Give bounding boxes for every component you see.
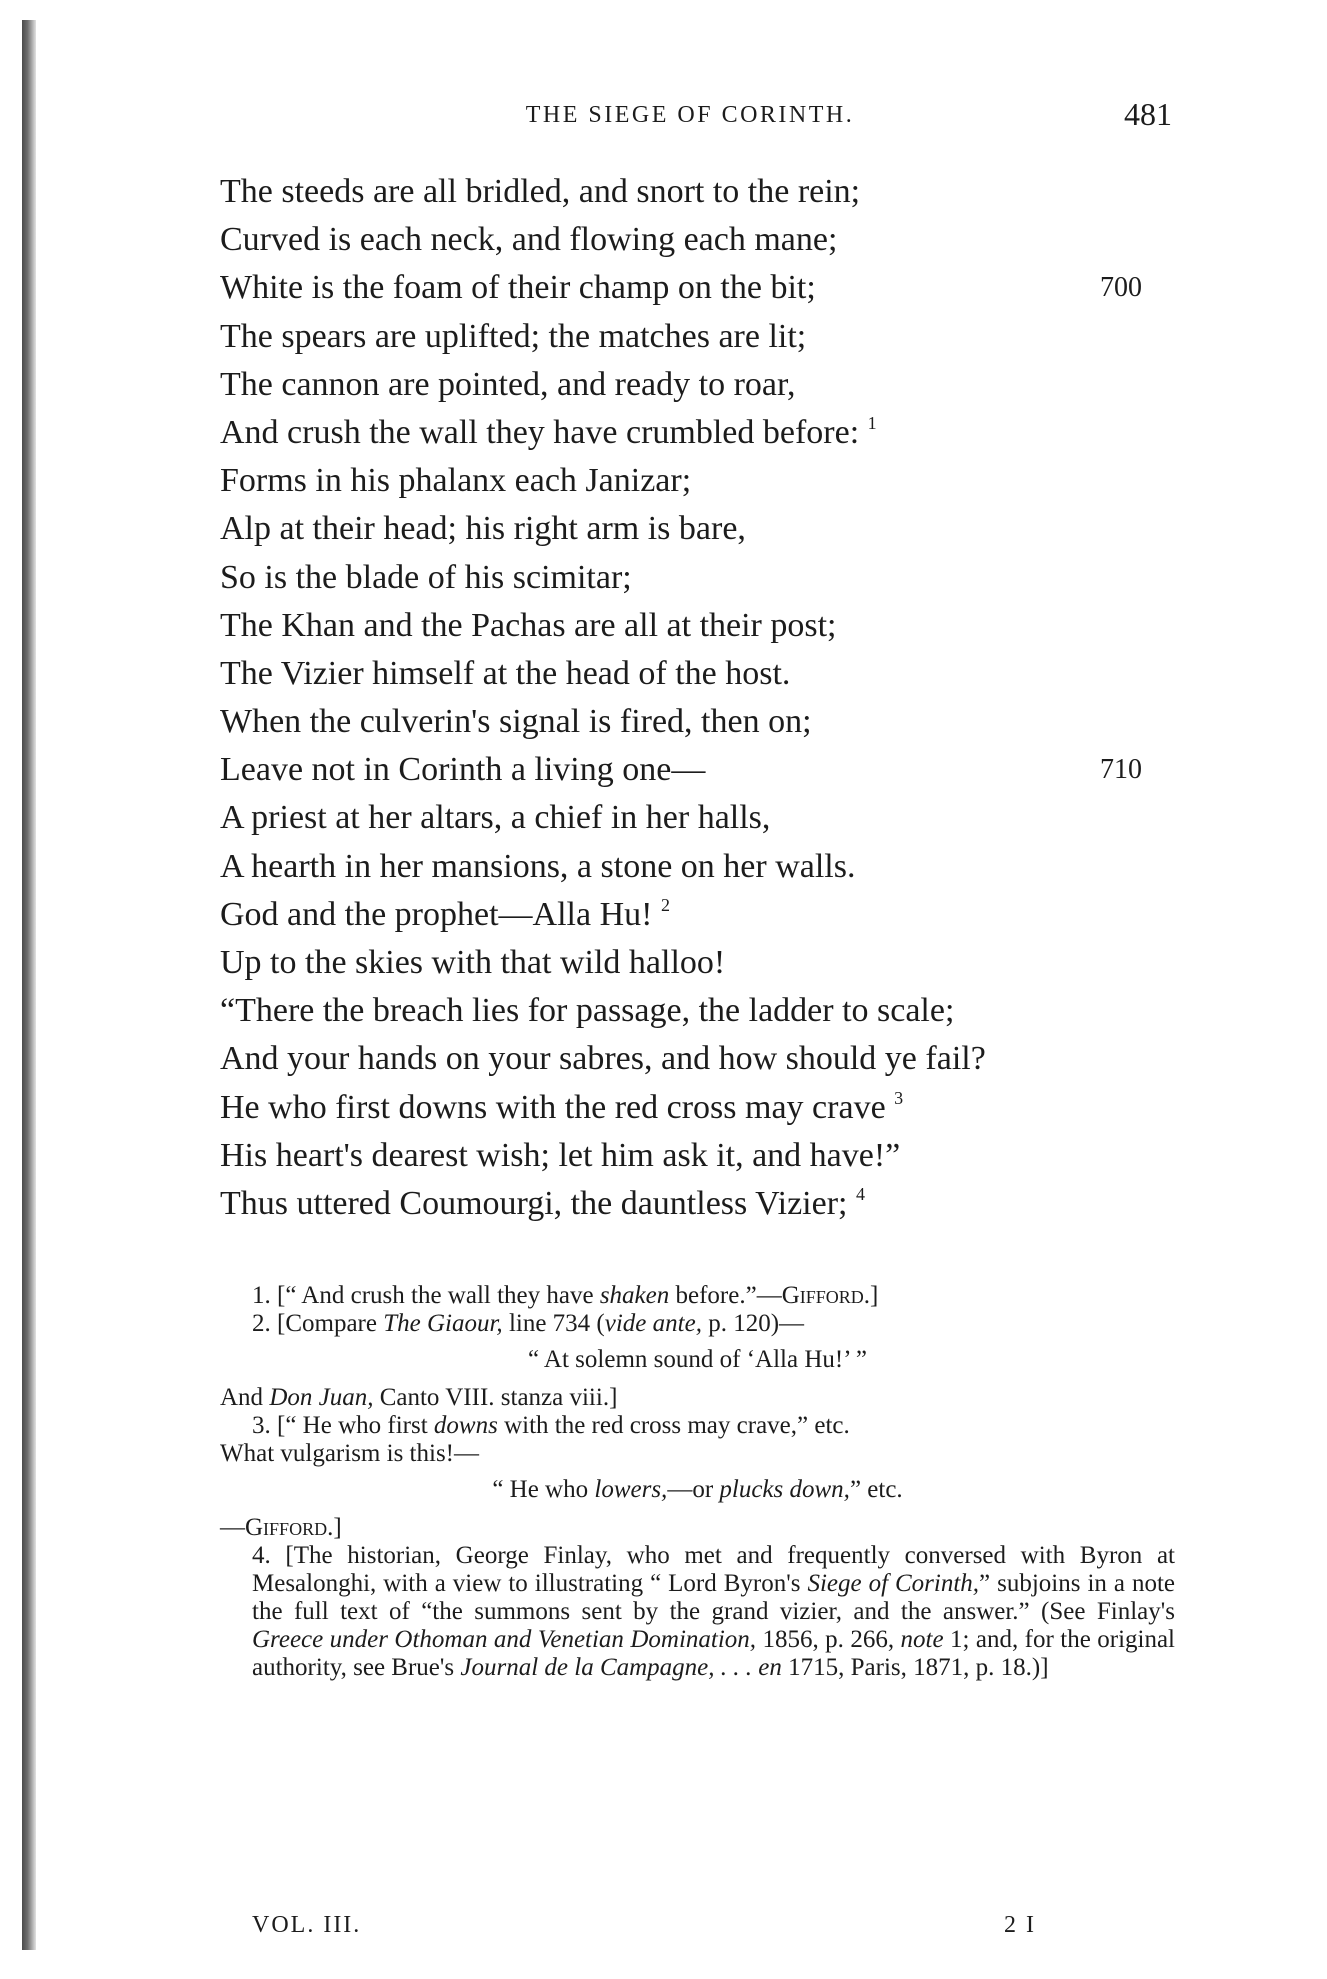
poem-line-text: The cannon are pointed, and ready to roar, xyxy=(220,365,796,403)
poem-line-text: The Vizier himself at the head of the host. xyxy=(220,654,791,692)
running-title: THE SIEGE OF CORINTH. xyxy=(525,102,855,128)
poem-line-text: The spears are uplifted; the matches are lit; xyxy=(220,317,807,355)
poem-line-text: And crush the wall they have crumbled before: xyxy=(220,413,860,451)
footnote-3-continued: What vulgarism is this!— xyxy=(220,1440,479,1467)
poem-line xyxy=(220,313,1180,361)
poem-line xyxy=(220,1035,1180,1083)
poem-line xyxy=(220,1084,1180,1132)
running-head xyxy=(220,96,1172,132)
poem-text xyxy=(220,168,1180,1228)
footnote-4: 4. [The historian, George Finlay, who met and frequently conversed with Byron at Mesalonghi, with a view to illustrating “ Lord Byron's Siege of Corinth,” subjoins in a note the full text of “the summons sent by the grand vizier, and the answer.” (See Finlay's Greece under Othoman and Venetian Domination, 1856, p. 266, note 1; and, for the original authority, see Brue's Journal de la Campagne, . . . en 1715, Paris, 1871, p. 18.)] xyxy=(252,1542,1175,1681)
poem-line-text: Alp at their head; his right arm is bare, xyxy=(220,510,746,548)
line-number: 700 xyxy=(1100,272,1142,304)
volume-label: VOL. III. xyxy=(252,1912,362,1938)
footnote-marker: 3 xyxy=(894,1087,904,1108)
line-number: 710 xyxy=(1100,754,1142,786)
page-number: 481 xyxy=(1124,96,1172,132)
page-footer xyxy=(252,1912,1072,1939)
footnotes xyxy=(220,1282,1175,1682)
page-binding-edge xyxy=(22,20,36,1950)
poem-line xyxy=(220,794,1180,842)
poem-line-text: Up to the skies with that wild halloo! xyxy=(220,944,726,981)
poem-line-text: When the culverin's signal is fired, then on; xyxy=(220,703,812,741)
poem-line-text: The steeds are all bridled, and snort to the rein; xyxy=(220,173,861,210)
footnote-3-quote: “ He who lowers,—or plucks down,” etc. xyxy=(492,1476,903,1503)
footnote-2-continued: And Don Juan, Canto VIII. stanza viii.] xyxy=(220,1384,618,1411)
poem-line xyxy=(220,1132,1180,1180)
poem-line xyxy=(220,554,1180,602)
poem-line-text: White is the foam of their champ on the bit; xyxy=(220,269,816,307)
footnote-3: 3. [“ He who first downs with the red cross may crave,” etc. xyxy=(252,1412,850,1439)
poem-line xyxy=(220,602,1180,650)
poem-line xyxy=(220,168,1180,216)
footnote-2: 2. [Compare The Giaour, line 734 (vide ante, p. 120)— xyxy=(252,1310,805,1337)
footnote-marker: 4 xyxy=(856,1183,865,1204)
poem-line xyxy=(220,698,1180,746)
poem-line-text: God and the prophet—Alla Hu! xyxy=(220,895,653,933)
footnote-marker: 1 xyxy=(867,412,877,433)
poem-line xyxy=(220,843,1180,891)
footnote-3-attribution: —Gifford.] xyxy=(220,1514,342,1541)
poem-line-text: “There the breach lies for passage, the ladder to scale; xyxy=(220,992,955,1030)
poem-line-text: Thus uttered Coumourgi, the dauntless Vizier; xyxy=(220,1184,848,1222)
poem-line xyxy=(220,1180,1180,1228)
poem-line-text: Leave not in Corinth a living one— xyxy=(220,751,706,789)
poem-line-text: Forms in his phalanx each Janizar; xyxy=(220,462,692,500)
poem-line-text: A priest at her altars, a chief in her halls, xyxy=(220,799,771,837)
poem-line xyxy=(220,409,1180,457)
poem-line xyxy=(220,361,1180,409)
poem-line xyxy=(220,891,1180,939)
footnote-2-quote: “ At solemn sound of ‘Alla Hu!’ ” xyxy=(527,1346,868,1373)
poem-line xyxy=(220,987,1180,1035)
poem-line xyxy=(220,650,1180,698)
poem-line-text: And your hands on your sabres, and how should ye fail? xyxy=(220,1040,986,1078)
poem-line-text: Curved is each neck, and flowing each mane; xyxy=(220,221,838,259)
poem-line xyxy=(220,746,1180,794)
poem-line-text: A hearth in her mansions, a stone on her walls. xyxy=(220,847,856,885)
poem-line-text: So is the blade of his scimitar; xyxy=(220,558,632,596)
poem-line xyxy=(220,264,1180,312)
footnote-1: 1. [“ And crush the wall they have shaken before.”—Gifford.] xyxy=(252,1282,879,1309)
poem-line-text: The Khan and the Pachas are all at their post; xyxy=(220,606,837,644)
poem-line xyxy=(220,939,1180,987)
footnote-marker: 2 xyxy=(660,894,670,915)
poem-line xyxy=(220,216,1180,264)
poem-line-text: His heart's dearest wish; let him ask it, and have!” xyxy=(220,1136,901,1174)
poem-line xyxy=(220,457,1180,505)
poem-line xyxy=(220,505,1180,553)
poem-line-text: He who first downs with the red cross may crave xyxy=(220,1088,886,1126)
signature-mark: 2 I xyxy=(1004,1912,1036,1938)
